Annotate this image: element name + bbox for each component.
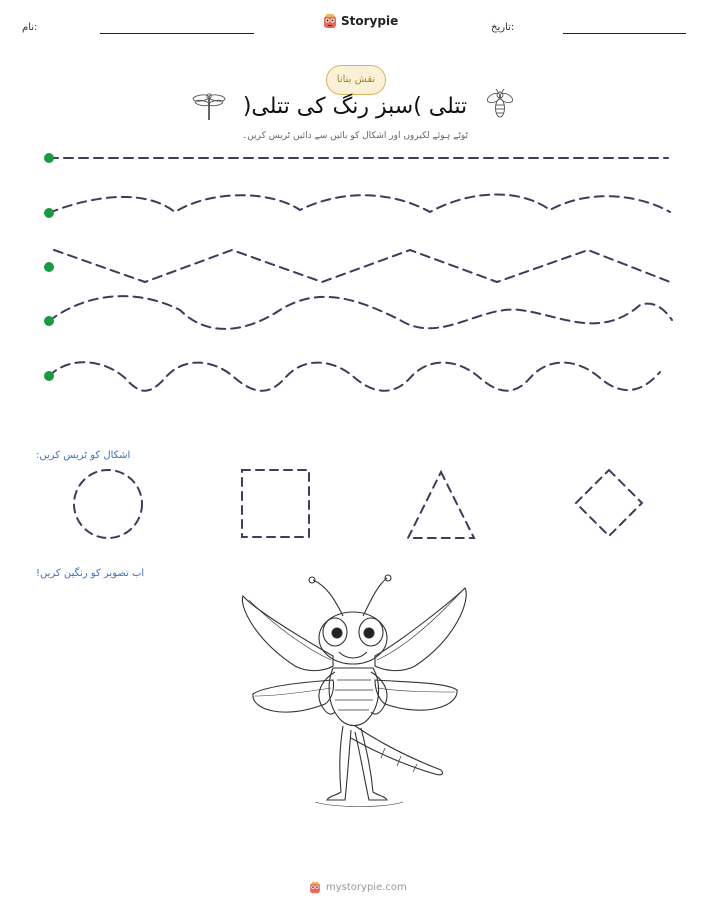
shapes-section-label: اشکال کو ٹریس کریں:: [36, 450, 131, 461]
page-title: تتلی )سبز رنگ کی تتلی(: [242, 94, 468, 119]
trace-start-dot: [44, 208, 54, 218]
trace-diamond: [576, 470, 642, 536]
trace-square: [242, 470, 309, 537]
trace-start-dot: [44, 153, 54, 163]
bee-icon: [486, 88, 514, 122]
dragonfly-coloring-image[interactable]: [235, 570, 475, 820]
brand-logo: [323, 13, 398, 29]
footer-url[interactable]: mystorypie.com: [326, 882, 407, 893]
shape-tracing-area: [0, 462, 709, 548]
name-label: نام:: [22, 22, 38, 33]
trace-start-dot: [44, 371, 54, 381]
name-write-line[interactable]: [100, 33, 254, 34]
trace-start-dot: [44, 262, 54, 272]
storypie-mascot-icon: [309, 881, 321, 894]
storypie-mascot-icon: [323, 13, 337, 29]
footer: [309, 881, 407, 894]
activity-badge: نقش بنانا: [326, 65, 386, 95]
instructions-text: ٹوٹے ہوئے لکیروں اور اشکال کو بائیں سے دائیں ٹریس کریں۔: [241, 131, 469, 141]
date-write-line[interactable]: [563, 33, 686, 34]
trace-line-wave: [49, 296, 672, 329]
dragonfly-icon: [192, 90, 226, 122]
trace-line-bumpy-wave: [49, 362, 660, 390]
trace-start-dot: [44, 316, 54, 326]
trace-line-gentle-wave: [49, 194, 670, 213]
trace-circle: [74, 470, 142, 538]
date-label: تاریخ:: [491, 22, 515, 33]
tracing-lines: [0, 140, 709, 400]
brand-name: Storypie: [341, 14, 399, 28]
coloring-section-label: اب تصویر کو رنگین کریں!: [36, 568, 145, 579]
trace-triangle: [408, 472, 474, 538]
trace-line-zigzag: [54, 250, 670, 282]
